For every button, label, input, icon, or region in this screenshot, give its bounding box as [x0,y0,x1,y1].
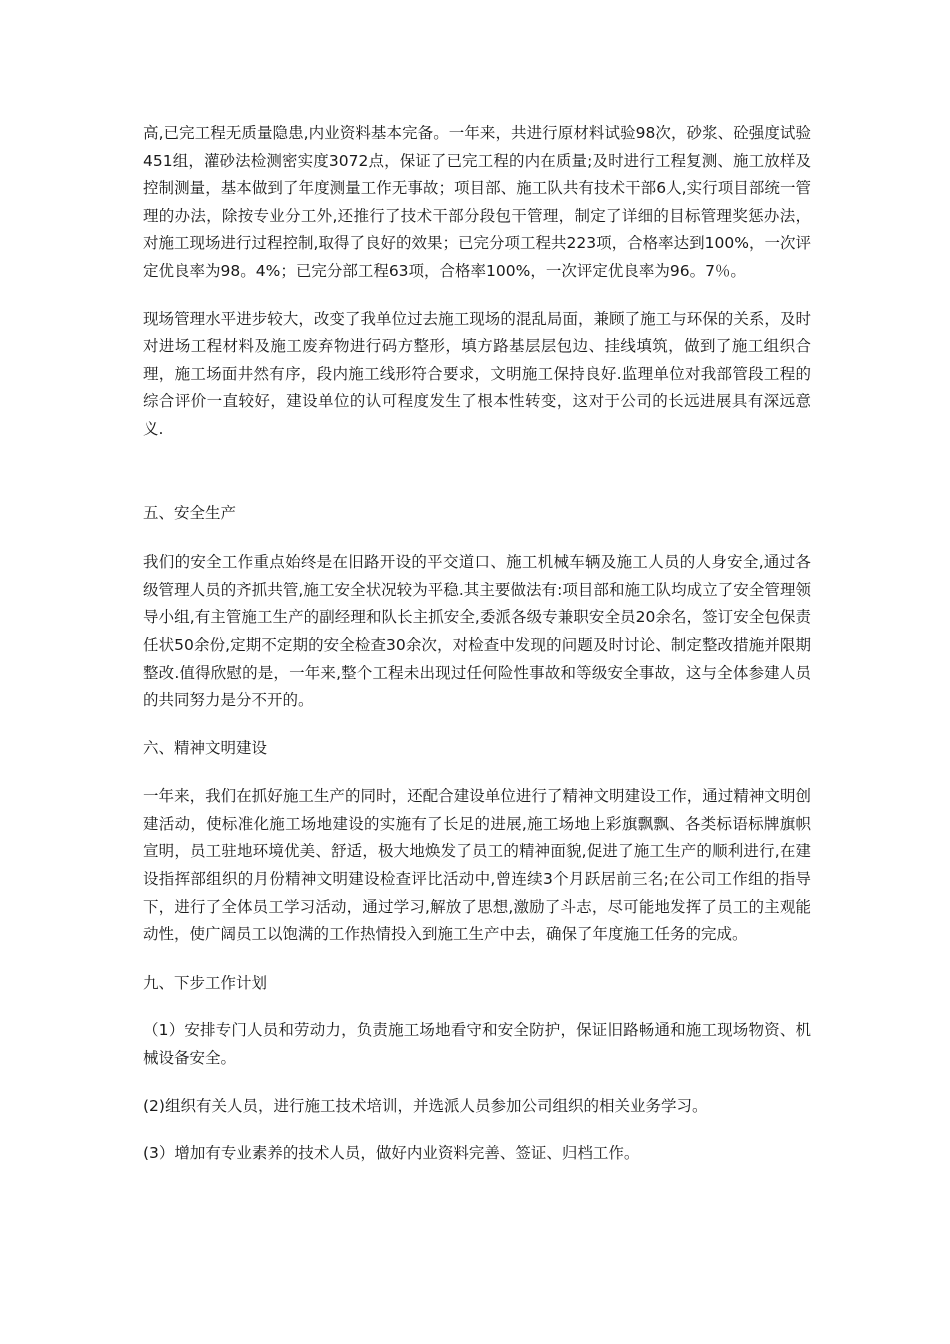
section-heading-civilization: 六、精神文明建设 [143,738,268,757]
section-heading-safety: 五、安全生产 [143,503,237,522]
safety-paragraph: 我们的安全工作重点始终是在旧路开设的平交道口、施工机械车辆及施工人员的人身安全,通过各级管理人员的齐抓共管,施工安全状况较为平稳.其主要做法有:项目部和施工队均成立了安全管理领导小组,有主管施工生产的副经理和队长主抓安全,委派各级专兼职安全员20余名，签订安全包保责任状50余份,定期不定期的安全检查30余次，对检查中发现的问题及时讨论、制定整改措施并限期整改.值得欣慰的是，一年来,整个工程未出现过任何险性事故和等级安全事故，这与全体参建人员的共同努力是分不开的。 [143,553,811,710]
document-page [143,120,811,1168]
section-heading-next-plan: 九、下步工作计划 [143,973,268,992]
plan-item-1: （1）安排专门人员和劳动力，负责施工场地看守和安全防护，保证旧路畅通和施工现场物资、机械设备安全。 [143,1021,811,1068]
plan-item-3: (3）增加有专业素养的技术人员，做好内业资料完善、签证、归档工作。 [143,1144,640,1163]
plan-item-2: (2)组织有关人员，进行施工技术培训，并选派人员参加公司组织的相关业务学习。 [143,1096,708,1115]
quality-summary-paragraph: 高,已完工程无质量隐患,内业资料基本完备。一年来，共进行原材料试验98次，砂浆、砼强度试验451组，灌砂法检测密实度3072点，保证了已完工程的内在质量;及时进行工程复测、施工放样及控制测量，基本做到了年度测量工作无事故；项目部、施工队共有技术干部6人,实行项目部统一管理的办法，除按专业分工外,还推行了技术干部分段包干管理，制定了详细的目标管理奖惩办法，对施工现场进行过程控制,取得了良好的效果；已完分项工程共223项，合格率达到100%，一次评定优良率为98。4%；已完分部工程63项，合格率100%，一次评定优良率为96。7％。 [143,124,811,280]
civilization-paragraph: 一年来，我们在抓好施工生产的同时，还配合建设单位进行了精神文明建设工作，通过精神文明创建活动，使标准化施工场地建设的实施有了长足的进展,施工场地上彩旗飘飘、各类标语标牌旗帜宣明，员工驻地环境优美、舒适，极大地焕发了员工的精神面貌,促进了施工生产的顺利进行,在建设指挥部组织的月份精神文明建设检查评比活动中,曾连续3个月跃居前三名;在公司工作组的指导下，进行了全体员工学习活动，通过学习,解放了思想,激励了斗志，尽可能地发挥了员工的主观能动性，使广阔员工以饱满的工作热情投入到施工生产中去，确保了年度施工任务的完成。 [143,787,811,944]
site-management-paragraph: 现场管理水平进步较大，改变了我单位过去施工现场的混乱局面，兼顾了施工与环保的关系，及时对进场工程材料及施工废弃物进行码方整形，填方路基层层包边、挂线填筑，做到了施工组织合理，施工场面井然有序，段内施工线形符合要求，文明施工保持良好.监理单位对我部管段工程的综合评价一直较好，建设单位的认可程度发生了根本性转变，这对于公司的长远进展具有深远意义. [143,309,811,438]
